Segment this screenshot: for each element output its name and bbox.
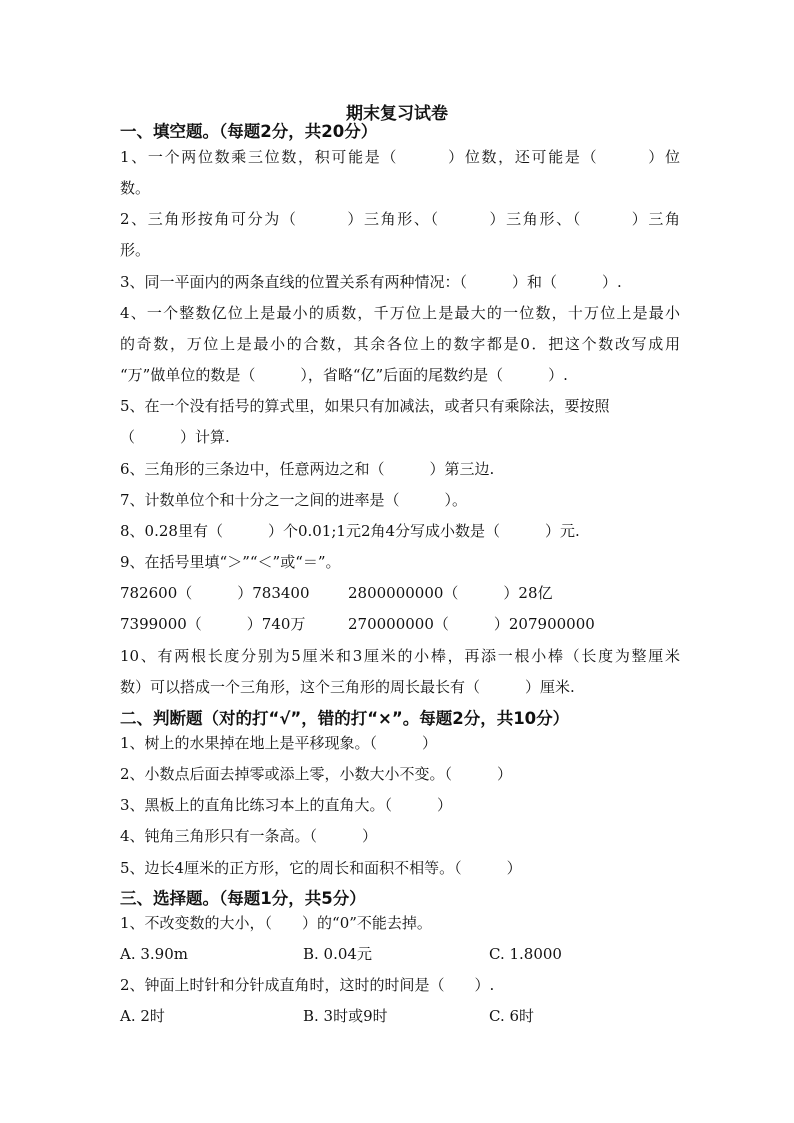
q10-line-1: 10、有两根长度分别为5厘米和3厘米的小棒，再添一根小棒（长度为整厘米 (120, 647, 680, 665)
judge-q5: 5、边长4厘米的正方形，它的周长和面积不相等。（ ） (120, 859, 522, 877)
judge-q3: 3、黑板上的直角比练习本上的直角大。（ ） (120, 796, 453, 814)
option-b: B. 0.04元 (303, 945, 372, 963)
compare-item: 2800000000（ ）28亿 (348, 584, 553, 602)
q3-line: 3、同一平面内的两条直线的位置关系有两种情况：（ ）和（ ）. (120, 273, 622, 291)
choice-q1: 1、不改变数的大小，（ ）的“0”不能去掉。 (120, 914, 432, 932)
option-a: A. 3.90m (120, 945, 188, 963)
q10-line-2: 数）可以搭成一个三角形，这个三角形的周长最长有（ ）厘米. (120, 678, 575, 696)
q2-line-1: 2、三角形按角可分为（ ）三角形、（ ）三角形、（ ）三角 (120, 210, 680, 228)
q8-line: 8、0.28里有（ ）个0.01;1元2角4分写成小数是（ ）元. (120, 522, 580, 540)
q7-line: 7、计数单位个和十分之一之间的进率是（ ）。 (120, 491, 468, 509)
q5-line-2: （ ）计算. (120, 428, 230, 446)
option-c: C. 6时 (489, 1007, 535, 1025)
choice-q2-options (120, 1006, 680, 1026)
page-title: 期末复习试卷 (346, 104, 448, 124)
q1-line-1: 1、一个两位数乘三位数，积可能是（ ）位数，还可能是（ ）位 (120, 148, 680, 166)
compare-item: 782600（ ）783400 (120, 584, 310, 602)
q5-line-1: 5、在一个没有括号的算式里，如果只有加减法，或者只有乘除法，要按照 (120, 397, 610, 415)
compare-item: 270000000（ ）207900000 (348, 615, 595, 633)
choice-q1-options (120, 944, 680, 964)
compare-row-1 (120, 583, 680, 603)
option-c: C. 1.8000 (489, 945, 562, 963)
q4-line-2: 的奇数，万位上是最小的合数，其余各位上的数字都是0．把这个数改写成用 (120, 335, 680, 353)
q4-line-3: “万”做单位的数是（ ），省略“亿”后面的尾数约是（ ）. (120, 366, 568, 384)
section1-heading: 一、填空题。（每题2分，共20分） (120, 122, 378, 141)
judge-q2: 2、小数点后面去掉零或添上零，小数大小不变。（ ） (120, 765, 513, 783)
q2-line-2: 形。 (120, 241, 151, 259)
judge-q4: 4、钝角三角形只有一条高。（ ） (120, 827, 378, 845)
section3-heading: 三、选择题。（每题1分，共5分） (120, 889, 366, 908)
judge-q1: 1、树上的水果掉在地上是平移现象。（ ） (120, 734, 438, 752)
compare-item: 7399000（ ）740万 (120, 615, 306, 633)
compare-row-2 (120, 614, 680, 634)
q9-line: 9、在括号里填“＞”“＜”或“＝”。 (120, 553, 341, 571)
section2-heading: 二、判断题（对的打“√”，错的打“×”。每题2分，共10分） (120, 709, 570, 728)
q1-line-2: 数。 (120, 179, 151, 197)
q4-line-1: 4、一个整数亿位上是最小的质数，千万位上是最大的一位数，十万位上是最小 (120, 304, 680, 322)
option-a: A. 2时 (120, 1007, 165, 1025)
option-b: B. 3时或9时 (303, 1007, 388, 1025)
q6-line: 6、三角形的三条边中，任意两边之和（ ）第三边. (120, 460, 495, 478)
choice-q2: 2、钟面上时针和分针成直角时，这时的时间是（ ）. (120, 976, 495, 994)
